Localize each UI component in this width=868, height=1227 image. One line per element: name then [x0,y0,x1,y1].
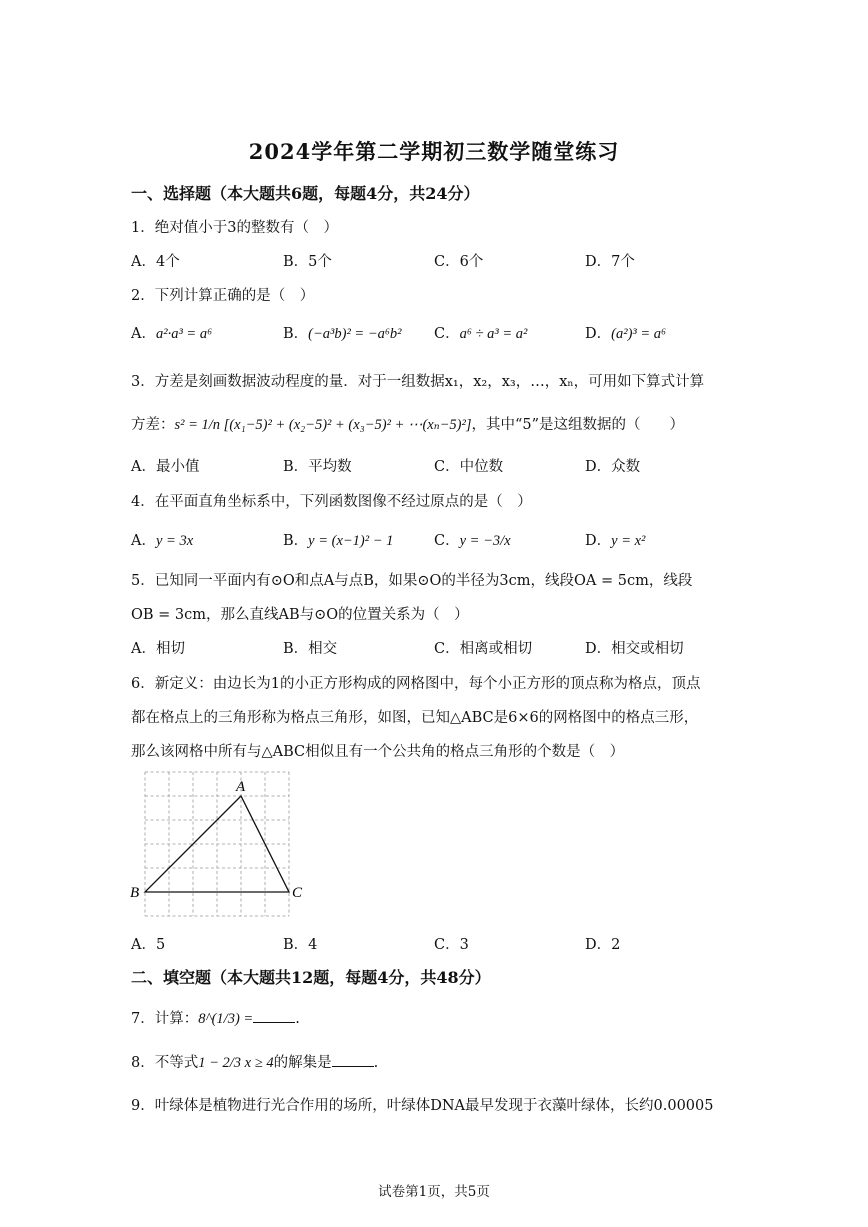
q6-option-d: D．2 [585,937,621,953]
q4-option-c: C．y = −3/x [434,533,511,549]
section-1-heading: 一、选择题（本大题共6题，每题4分，共24分） [131,184,480,203]
question-3-line-2: 方差：s² = 1/n [(x₁−5)² + (x₂−5)² + (x₃−5)² + ⋯(xₙ−5)²]，其中“5”是这组数据的（ ） [131,417,685,433]
q1-option-b: B．5个 [283,254,332,270]
grid-triangle-figure [125,768,315,923]
q1-option-a: A．4个 [131,254,180,270]
q8-answer-blank[interactable] [332,1054,374,1067]
q6-option-b: B．4 [283,937,318,953]
q3-option-a: A．最小值 [131,459,200,475]
q4-expr-d: y = x² [611,533,646,549]
question-3-line-1: 3．方差是刻画数据波动程度的量．对于一组数据x₁，x₂，x₃，…，xₙ，可用如下算式计算 [131,374,705,390]
q3-option-b: B．平均数 [283,459,352,475]
q4-expr-c: y = −3/x [459,533,511,549]
q2-option-b: B．(−a³b)² = −a⁶b² [283,326,402,342]
q5-option-b: B．相交 [283,641,338,657]
q6-option-a: A．5 [131,937,166,953]
question-7: 7．计算：8^(1/3) = . [131,1011,300,1027]
question-8: 8．不等式1 − 2/3 x ≥ 4的解集是 . [131,1055,379,1071]
q4-option-d: D．y = x² [585,533,646,549]
q4-option-a: A．y = 3x [131,533,194,549]
vertex-label-a: A [236,779,246,795]
q2-expr-c: a⁶ ÷ a³ = a² [459,326,528,342]
question-6-line-3: 那么该网格中所有与△ABC相似且有一个公共角的格点三角形的个数是（ ） [131,744,625,760]
vertex-label-c: C [292,885,303,901]
q1-option-d: D．7个 [585,254,635,270]
q7-answer-blank[interactable] [253,1010,295,1023]
q8-inequality: 1 − 2/3 x ≥ 4 [198,1055,274,1071]
q2-option-d: D．(a²)³ = a⁶ [585,326,667,342]
question-4-stem: 4．在平面直角坐标系中，下列函数图像不经过原点的是（ ） [131,494,532,510]
q5-option-a: A．相切 [131,641,185,657]
q3-option-d: D．众数 [585,459,641,475]
q2-expr-b: (−a³b)² = −a⁶b² [308,326,402,342]
question-6-line-1: 6．新定义：由边长为1的小正方形构成的网格图中，每个小正方形的顶点称为格点，顶点 [131,676,701,692]
q4-expr-a: y = 3x [155,533,194,549]
q3-option-c: C．中位数 [434,459,504,475]
question-2-stem: 2．下列计算正确的是（ ） [131,288,315,304]
page-footer: 试卷第1页，共5页 [378,1184,490,1200]
q7-expression: 8^(1/3) = [198,1011,254,1027]
section-2-heading: 二、填空题（本大题共12题，每题4分，共48分） [131,968,491,987]
q1-option-c: C．6个 [434,254,484,270]
q2-option-c: C．a⁶ ÷ a³ = a² [434,326,528,342]
question-9-line-1: 9．叶绿体是植物进行光合作用的场所，叶绿体DNA最早发现于衣藻叶绿体，长约0.00005 [131,1098,714,1114]
question-5-line-2: OB = 3cm，那么直线AB与⊙O的位置关系为（ ） [131,607,469,623]
q2-expr-d: (a²)³ = a⁶ [611,326,667,342]
q4-expr-b: y = (x−1)² − 1 [308,533,394,549]
q2-expr-a: a²·a³ = a⁶ [155,326,213,342]
q4-option-b: B．y = (x−1)² − 1 [283,533,394,549]
question-5-line-1: 5．已知同一平面内有⊙O和点A与点B，如果⊙O的半径为3cm，线段OA = 5cm，线段 [131,573,693,589]
q2-option-a: A．a²·a³ = a⁶ [131,326,213,342]
vertex-label-b: B [130,885,140,901]
q5-option-c: C．相离或相切 [434,641,533,657]
q5-option-d: D．相交或相切 [585,641,684,657]
question-1-stem: 1．绝对值小于3的整数有（ ） [131,220,338,236]
q6-option-c: C．3 [434,937,469,953]
page-title: 2024学年第二学期初三数学随堂练习 [248,139,620,164]
variance-formula: s² = 1/n [(x₁−5)² + (x₂−5)² + (x₃−5)² + ⋯(xₙ−5)²] [174,417,472,433]
grid-lines [145,772,289,916]
question-6-line-2: 都在格点上的三角形称为格点三角形，如图，已知△ABC是6×6的网格图中的格点三形， [131,710,699,726]
